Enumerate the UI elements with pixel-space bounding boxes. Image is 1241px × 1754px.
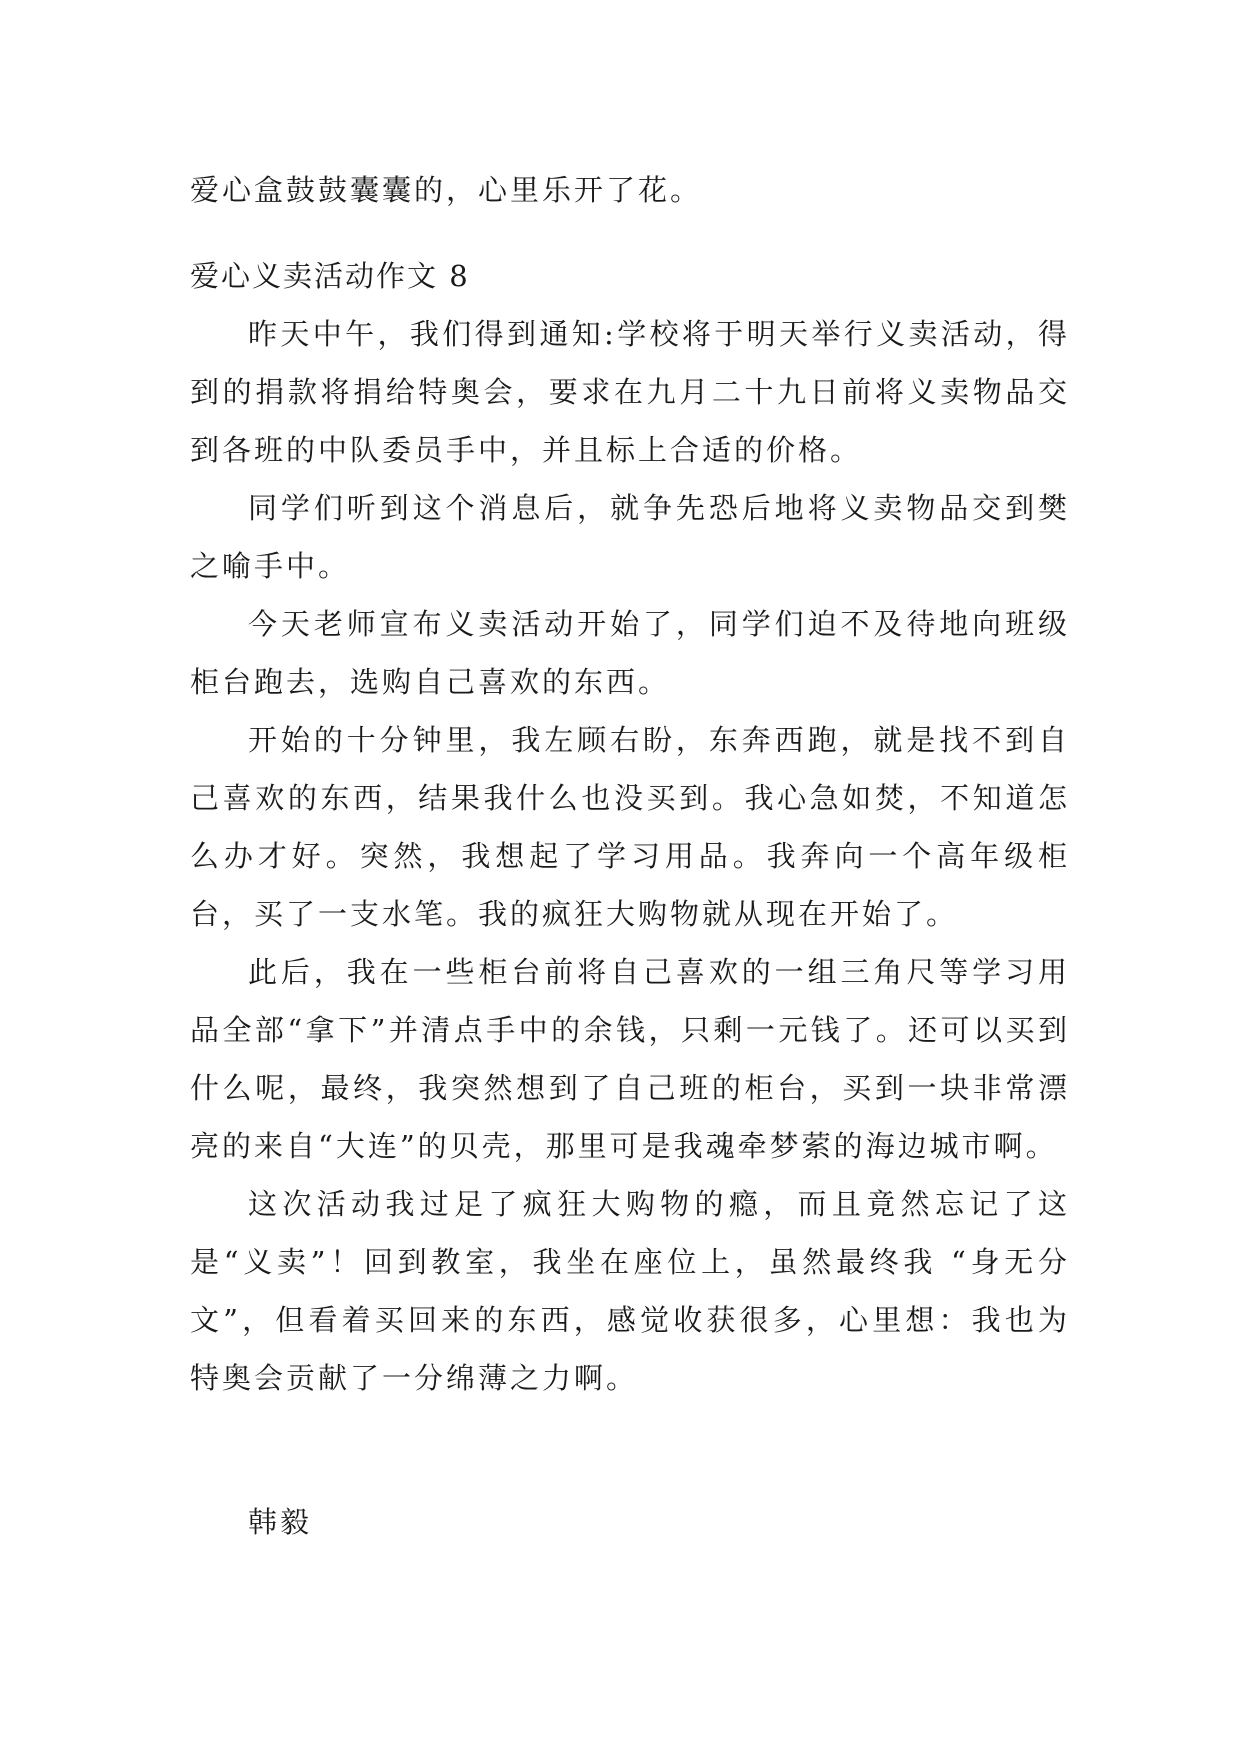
essay-title: 爱心义卖活动作文 8: [190, 259, 470, 293]
lead-paragraph: 爱心盒鼓鼓囊囊的，心里乐开了花。: [190, 173, 703, 207]
essay-paragraph: 这次活动我过足了疯狂大购物的瘾，而且竟然忘记了这是“义卖”！回到教室，我坐在座位上，虽然最终我 “身无分文”，但看着买回来的东西，感觉收获很多，心里想：我也为特奥会贡献了一分绵薄之力啊。: [190, 1187, 1070, 1395]
essay-paragraph: 同学们听到这个消息后，就争先恐后地将义卖物品交到樊之喻手中。: [190, 491, 1070, 583]
essay-body: [190, 305, 1070, 1407]
author-signature: 韩毅: [248, 1505, 313, 1539]
essay-paragraph: 开始的十分钟里，我左顾右盼，东奔西跑，就是找不到自己喜欢的东西，结果我什么也没买到。我心急如焚，不知道怎么办才好。突然，我想起了学习用品。我奔向一个高年级柜台，买了一支水笔。我的疯狂大购物就从现在开始了。: [190, 723, 1070, 931]
essay-paragraph: 此后，我在一些柜台前将自己喜欢的一组三角尺等学习用品全部“拿下”并清点手中的余钱，只剩一元钱了。还可以买到什么呢，最终，我突然想到了自己班的柜台，买到一块非常漂亮的来自“大连”的贝壳，那里可是我魂牵梦萦的海边城市啊。: [190, 955, 1070, 1163]
essay-paragraph: 昨天中午，我们得到通知:学校将于明天举行义卖活动，得到的捐款将捐给特奥会，要求在九月二十九日前将义卖物品交到各班的中队委员手中，并且标上合适的价格。: [190, 317, 1070, 467]
essay-paragraph: 今天老师宣布义卖活动开始了，同学们迫不及待地向班级柜台跑去，选购自己喜欢的东西。: [190, 607, 1070, 699]
